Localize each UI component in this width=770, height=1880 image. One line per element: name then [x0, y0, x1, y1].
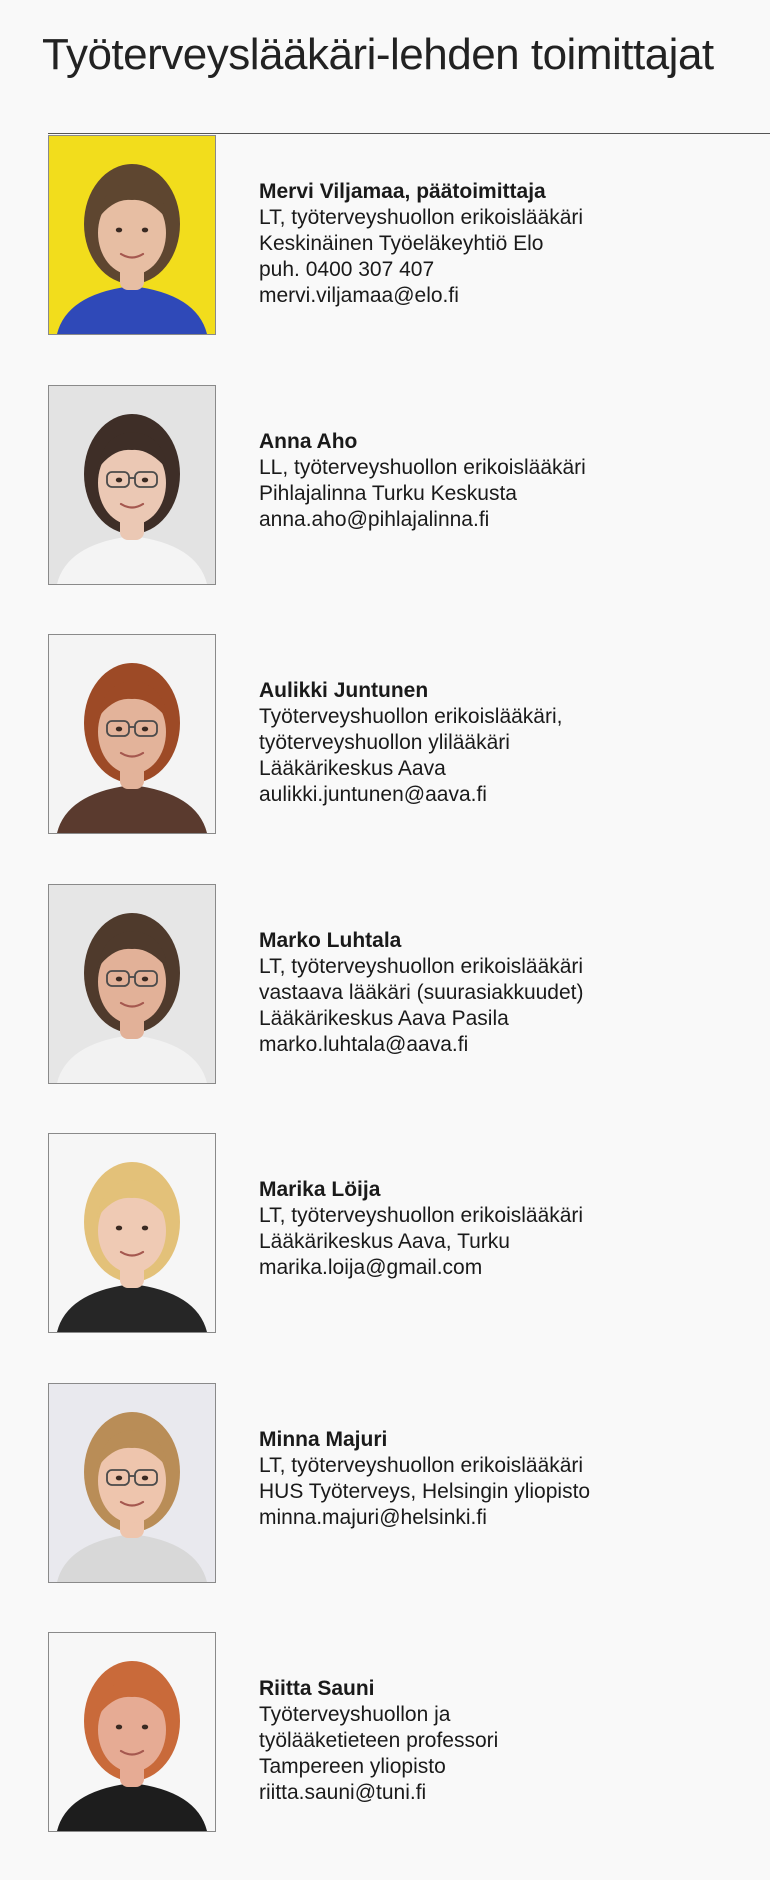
editor-title: Työterveyshuollon ja [259, 1703, 451, 1726]
editor-email-link[interactable]: marko.luhtala@aava.fi [259, 1033, 469, 1056]
editor-organization: Lääkärikeskus Aava, Turku [259, 1230, 510, 1253]
editor-info [259, 1676, 719, 1806]
editor-card [48, 135, 728, 335]
editor-photo [48, 634, 216, 834]
editor-organization: Tampereen yliopisto [259, 1755, 446, 1778]
editor-title: LT, työterveyshuollon erikoislääkäri [259, 1204, 584, 1227]
editor-title: LT, työterveyshuollon erikoislääkäri [259, 955, 584, 978]
portrait-image [49, 1134, 215, 1332]
editor-title: LT, työterveyshuollon erikoislääkäri [259, 206, 584, 229]
editor-card [48, 634, 728, 834]
editor-email-link[interactable]: marika.loija@gmail.com [259, 1256, 483, 1279]
editor-title: LL, työterveyshuollon erikoislääkäri [259, 456, 586, 479]
editor-card [48, 1133, 728, 1333]
editor-organization: Lääkärikeskus Aava Pasila [259, 1007, 509, 1030]
editor-photo [48, 1133, 216, 1333]
editor-email-link[interactable]: mervi.viljamaa@elo.fi [259, 284, 459, 307]
editor-card [48, 1632, 728, 1832]
portrait-image [49, 635, 215, 833]
editor-name: Anna Aho [259, 430, 358, 453]
editor-photo [48, 135, 216, 335]
editor-name: Marika Löija [259, 1178, 381, 1201]
portrait-image [49, 386, 215, 584]
portrait-image [49, 1384, 215, 1582]
editor-info [259, 429, 719, 533]
editor-email-link[interactable]: minna.majuri@helsinki.fi [259, 1506, 487, 1529]
editor-email-link[interactable]: anna.aho@pihlajalinna.fi [259, 508, 490, 531]
editor-title: LT, työterveyshuollon erikoislääkäri [259, 1454, 584, 1477]
editor-title: Työterveyshuollon erikoislääkäri, [259, 705, 563, 728]
editor-title: työlääketieteen professori [259, 1729, 499, 1752]
portrait-image [49, 1633, 215, 1831]
editor-name: Mervi Viljamaa, päätoimittaja [259, 180, 546, 203]
editor-name: Minna Majuri [259, 1428, 388, 1451]
editor-organization: HUS Työterveys, Helsingin yliopisto [259, 1480, 591, 1503]
editor-name: Marko Luhtala [259, 929, 402, 952]
editor-photo [48, 385, 216, 585]
editor-photo [48, 1383, 216, 1583]
editor-info [259, 1177, 719, 1281]
editor-info [259, 678, 719, 808]
editor-organization: Lääkärikeskus Aava [259, 757, 446, 780]
editor-email-link[interactable]: riitta.sauni@tuni.fi [259, 1781, 427, 1804]
editor-organization: Pihlajalinna Turku Keskusta [259, 482, 517, 505]
editor-info [259, 1427, 719, 1531]
portrait-image [49, 136, 215, 334]
editor-card [48, 884, 728, 1084]
editor-phone: puh. 0400 307 407 [259, 258, 435, 281]
editor-organization: Keskinäinen Työeläkeyhtiö Elo [259, 232, 544, 255]
page-title: Työterveyslääkäri-lehden toimittajat [42, 30, 714, 79]
editor-name: Aulikki Juntunen [259, 679, 429, 702]
editor-name: Riitta Sauni [259, 1677, 375, 1700]
editor-title: vastaava lääkäri (suurasiakkuudet) [259, 981, 584, 1004]
editor-title: työterveyshuollon ylilääkäri [259, 731, 510, 754]
editor-info [259, 928, 719, 1058]
portrait-image [49, 885, 215, 1083]
editor-info [259, 179, 719, 309]
editor-photo [48, 1632, 216, 1832]
editor-photo [48, 884, 216, 1084]
editor-email-link[interactable]: aulikki.juntunen@aava.fi [259, 783, 487, 806]
editor-card [48, 1383, 728, 1583]
editor-card [48, 385, 728, 585]
